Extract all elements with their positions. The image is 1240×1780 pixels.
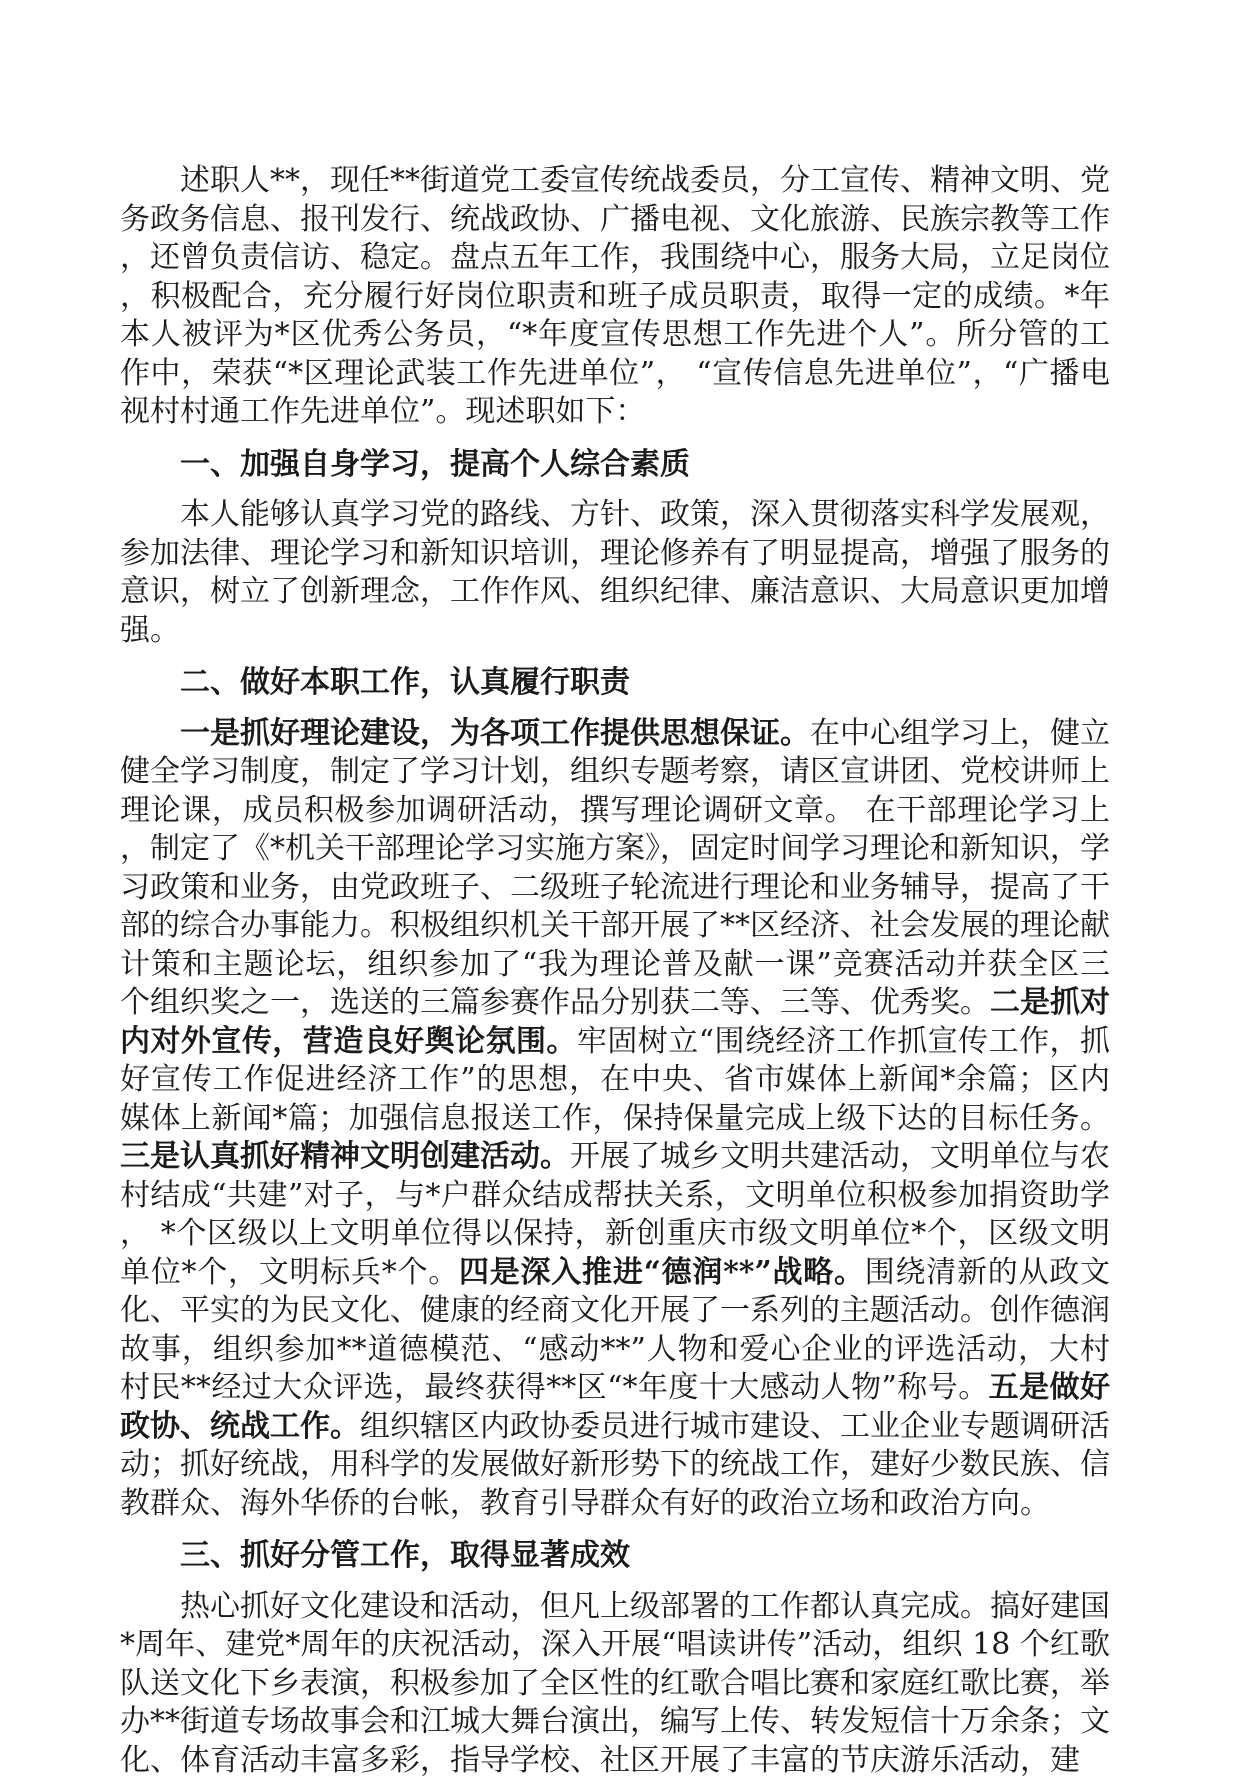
- duty-lead-1: 一是抓好理论建设，为各项工作提供思想保证。: [180, 716, 810, 751]
- section-heading-1: 一、加强自身学习，提高个人综合素质: [120, 446, 1110, 485]
- duties-paragraph: [120, 715, 1110, 1524]
- duty-text-2: 牢固树立“围绕经济工作抓宣传工作，抓好宣传工作促进经济工作”的思想，在中央、省市媒体上新闻*余篇；区内媒体上新闻*篇；加强信息报送工作，保持保量完成上级下达的目标任务。: [120, 1024, 1110, 1136]
- culture-paragraph: 热心抓好文化建设和活动，但凡上级部署的工作都认真完成。搞好建国*周年、建党*周年的庆祝活动，深入开展“唱读讲传”活动，组织 18 个红歌队送文化下乡表演，积极参加了全区性的红歌合唱比赛和家庭红歌比赛，举办**街道专场故事会和江城大舞台演出，编写上传、转发短信十万余条；文化、体育活动丰富多彩，指导学校、社区开展了丰富的节庆游乐活动，建: [120, 1588, 1110, 1780]
- section-heading-2: 二、做好本职工作，认真履行职责: [120, 664, 1110, 703]
- duty-lead-4: 四是深入推进“德润**”战略。: [459, 1255, 865, 1290]
- document-body: [120, 162, 1110, 1780]
- study-paragraph: 本人能够认真学习党的路线、方针、政策，深入贯彻落实科学发展观，参加法律、理论学习和新知识培训，理论修养有了明显提高，增强了服务的意识，树立了创新理念，工作作风、组织纪律、廉洁意识、大局意识更加增强。: [120, 496, 1110, 650]
- duty-lead-2: 二是抓对内对外宣传，营造良好舆论氛围。: [120, 985, 1110, 1059]
- duty-lead-3: 三是认真抓好精神文明创建活动。: [120, 1139, 570, 1174]
- section-heading-3: 三、抓好分管工作，取得显著成效: [120, 1537, 1110, 1576]
- intro-paragraph: 述职人**，现任**街道党工委宣传统战委员，分工宣传、精神文明、党务政务信息、报刊发行、统战政协、广播电视、文化旅游、民族宗教等工作，还曾负责信访、稳定。盘点五年工作，我围绕中心，服务大局，立足岗位，积极配合，充分履行好岗位职责和班子成员职责，取得一定的成绩。*年本人被评为*区优秀公务员，“*年度宣传思想工作先进个人”。所分管的工作中，荣获“*区理论武装工作先进单位”， “宣传信息先进单位”，“广播电视村村通工作先进单位”。现述职如下：: [120, 162, 1110, 432]
- duty-text-5: 组织辖区内政协委员进行城市建设、工业企业专题调研活动；抓好统战，用科学的发展做好新形势下的统战工作，建好少数民族、信教群众、海外华侨的台帐，教育引导群众有好的政治立场和政治方向。: [120, 1409, 1110, 1521]
- duty-lead-5: 五是做好政协、统战工作。: [120, 1370, 1110, 1444]
- duty-text-1: 在中心组学习上，健立健全学习制度，制定了学习计划，组织专题考察，请区宣讲团、党校讲师上理论课，成员积极参加调研活动，撰写理论调研文章。 在干部理论学习上，制定了《*机关干部理论学习实施方案》，固定时间学习理论和新知识，学习政策和业务，由党政班子、二级班子轮流进行理论和业务辅导，提高了干部的综合办事能力。积极组织机关干部开展了**区经济、社会发展的理论献计策和主题论坛，组织参加了“我为理论普及献一课”竞赛活动并获全区三个组织奖之一，选送的三篇参赛作品分别获二等、三等、优秀奖。: [120, 716, 1110, 1021]
- duty-text-3: 开展了城乡文明共建活动，文明单位与农村结成“共建”对子，与*户群众结成帮扶关系，文明单位积极参加捐资助学， *个区级以上文明单位得以保持，新创重庆市级文明单位*个，区级文明单位*个，文明标兵*个。: [120, 1139, 1110, 1290]
- duty-text-4: 围绕清新的从政文化、平实的为民文化、健康的经商文化开展了一系列的主题活动。创作德润故事，组织参加**道德模范、“感动**”人物和爱心企业的评选活动，大村村民**经过大众评选，最终获得**区“*年度十大感动人物”称号。: [120, 1255, 1110, 1406]
